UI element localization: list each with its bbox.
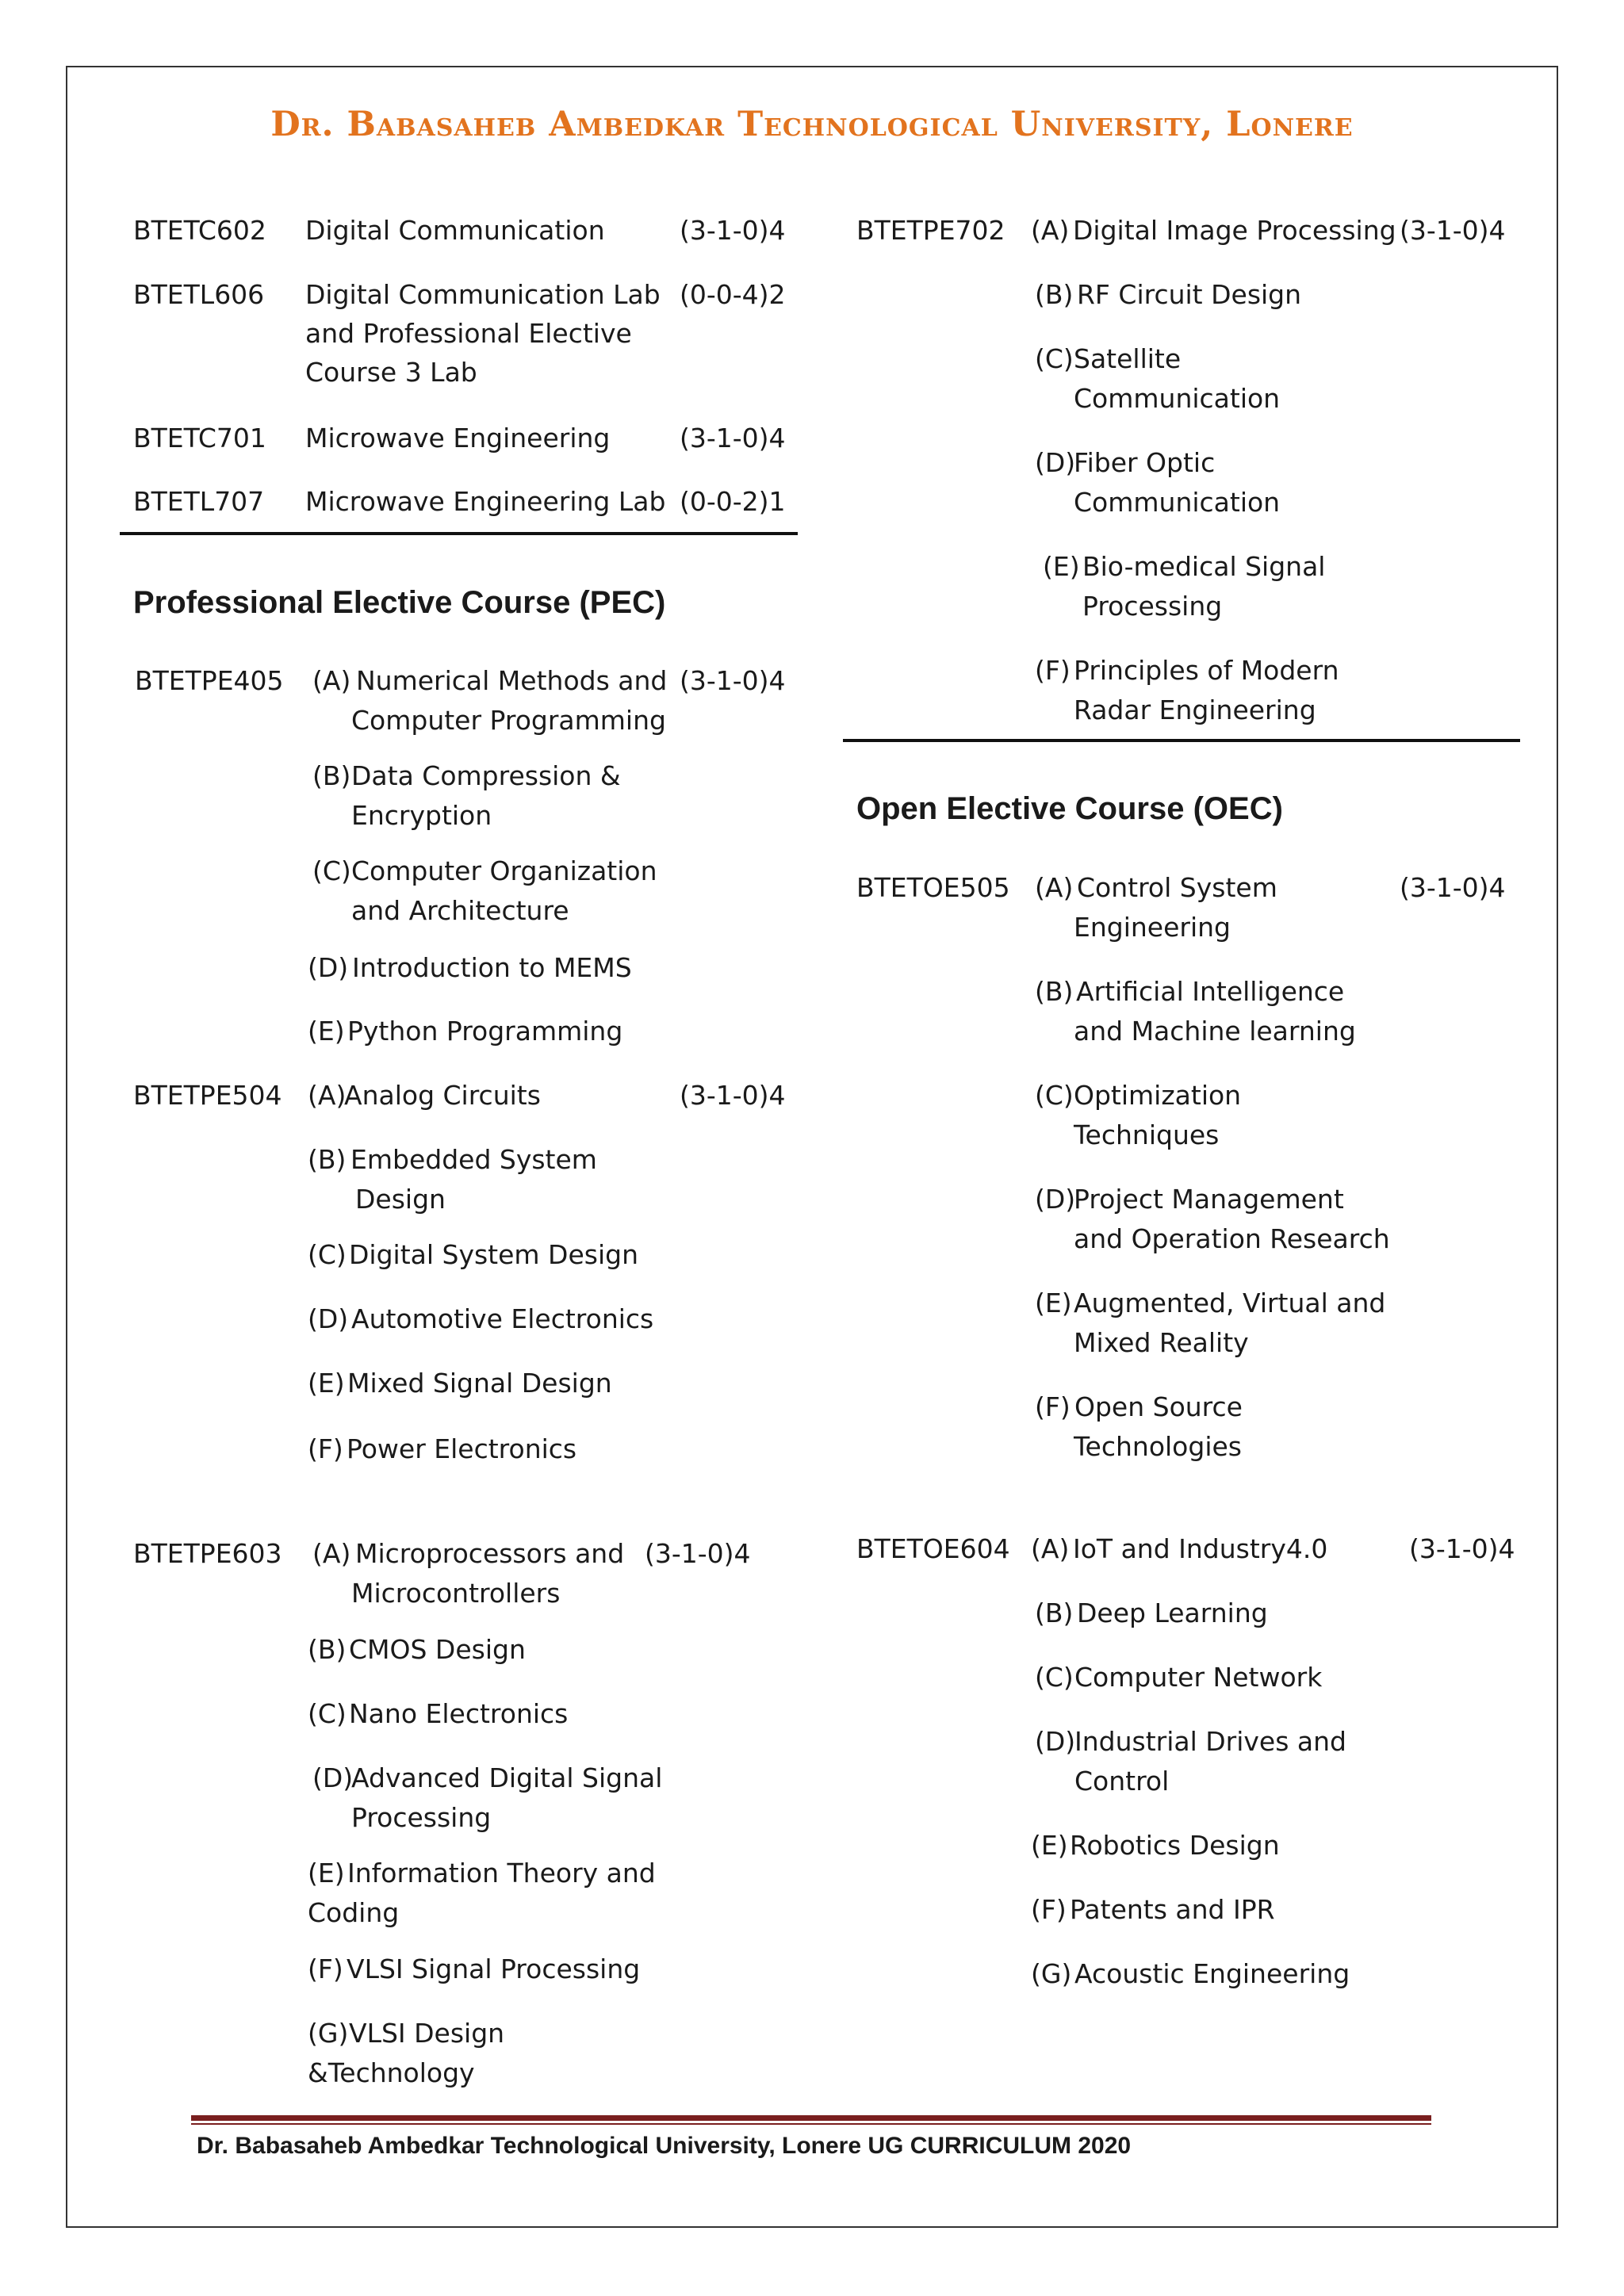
option-title: Techniques xyxy=(1074,1119,1220,1150)
option-title: Principles of Modern xyxy=(1074,655,1339,686)
option-title: Advanced Digital Signal xyxy=(351,1762,663,1793)
option-title: Processing xyxy=(1082,591,1223,622)
option-label: (B) xyxy=(308,1634,347,1665)
course-code: BTETPE504 xyxy=(133,1080,282,1111)
course-code: BTETPE603 xyxy=(133,1538,282,1569)
option-title: Communication xyxy=(1074,383,1281,414)
option-label: (E) xyxy=(1031,1830,1068,1861)
footer-text: Dr. Babasaheb Ambedkar Technological University, Lonere UG CURRICULUM 2020 xyxy=(197,2133,1132,2159)
course-credits: (3-1-0)4 xyxy=(1409,1533,1515,1564)
option-label: (D) xyxy=(1035,1726,1076,1757)
option-title: Coding xyxy=(308,1897,400,1928)
course-credits: (3-1-0)4 xyxy=(1400,215,1506,246)
option-title: Optimization xyxy=(1074,1080,1242,1111)
option-title: IoT and Industry4.0 xyxy=(1073,1533,1328,1564)
option-label: (F) xyxy=(1035,1391,1071,1422)
option-title: Mixed Reality xyxy=(1074,1327,1249,1358)
course-title: Course 3 Lab xyxy=(305,357,477,388)
option-label: (F) xyxy=(308,1954,343,1984)
option-title: Digital Image Processing xyxy=(1073,215,1396,246)
oec-heading: Open Elective Course (OEC) xyxy=(856,791,1283,826)
option-label: (F) xyxy=(1035,655,1071,686)
option-label: (B) xyxy=(312,760,351,791)
option-label: (B) xyxy=(1035,279,1074,310)
option-title: Computer Network xyxy=(1074,1662,1323,1693)
option-label: (B) xyxy=(308,1144,347,1175)
course-credits: (3-1-0)4 xyxy=(680,1080,786,1111)
footer-rule-thin xyxy=(191,2123,1431,2125)
option-title: VLSI Signal Processing xyxy=(347,1954,641,1984)
course-title: Digital Communication xyxy=(305,215,605,246)
option-title: &Technology xyxy=(308,2057,475,2088)
option-label: (A) xyxy=(1031,215,1070,246)
option-label: (D) xyxy=(1035,1184,1076,1215)
course-code: BTETPE702 xyxy=(856,215,1005,246)
course-credits: (3-1-0)4 xyxy=(1400,872,1506,903)
option-label: (D) xyxy=(1035,447,1076,478)
option-title: Open Source xyxy=(1074,1391,1243,1422)
course-credits: (3-1-0)4 xyxy=(680,423,786,453)
option-title: Analog Circuits xyxy=(344,1080,541,1111)
option-label: (A) xyxy=(1035,872,1074,903)
option-title: Computer Programming xyxy=(351,705,666,736)
option-title: Control System xyxy=(1077,872,1277,903)
course-title: and Professional Elective xyxy=(305,318,632,349)
option-title: Microcontrollers xyxy=(351,1578,561,1609)
option-label: (A) xyxy=(1031,1533,1070,1564)
option-title: VLSI Design xyxy=(349,2018,505,2049)
option-label: (C) xyxy=(1035,343,1074,374)
option-label: (D) xyxy=(308,952,349,983)
option-label: (C) xyxy=(312,855,351,886)
option-title: Microprocessors and xyxy=(355,1538,625,1569)
option-title: Robotics Design xyxy=(1070,1830,1280,1861)
option-label: (F) xyxy=(308,1433,343,1464)
option-title: Engineering xyxy=(1074,912,1231,943)
option-title: Fiber Optic xyxy=(1074,447,1216,478)
option-title: Control xyxy=(1074,1766,1170,1797)
option-title: Automotive Electronics xyxy=(351,1303,654,1334)
section-divider xyxy=(120,532,798,535)
option-title: Digital System Design xyxy=(349,1239,638,1270)
option-label: (A) xyxy=(312,1538,351,1569)
option-label: (E) xyxy=(308,1016,345,1047)
option-title: CMOS Design xyxy=(349,1634,526,1665)
university-title: Dr. Babasaheb Ambedkar Technological University, Lonere xyxy=(270,105,1354,144)
option-title: Computer Organization xyxy=(351,855,657,886)
option-title: Augmented, Virtual and xyxy=(1074,1288,1386,1318)
option-title: Patents and IPR xyxy=(1070,1894,1275,1925)
option-label: (E) xyxy=(308,1368,345,1399)
option-title: Design xyxy=(355,1184,446,1215)
option-title: Deep Learning xyxy=(1077,1598,1268,1628)
course-credits: (3-1-0)4 xyxy=(680,665,786,696)
option-title: Embedded System xyxy=(350,1144,597,1175)
option-label: (G) xyxy=(1031,1958,1072,1989)
option-title: Information Theory and xyxy=(347,1858,656,1888)
option-title: Data Compression & xyxy=(351,760,621,791)
option-title: Radar Engineering xyxy=(1074,695,1316,725)
option-title: Numerical Methods and xyxy=(356,665,668,696)
option-title: Industrial Drives and xyxy=(1074,1726,1347,1757)
course-title: Digital Communication Lab xyxy=(305,279,661,310)
option-title: and Operation Research xyxy=(1074,1223,1390,1254)
option-label: (C) xyxy=(1035,1662,1074,1693)
option-label: (D) xyxy=(312,1762,354,1793)
section-divider xyxy=(843,739,1520,742)
option-label: (F) xyxy=(1031,1894,1067,1925)
option-label: (B) xyxy=(1035,1598,1074,1628)
course-code: BTETL606 xyxy=(133,279,265,310)
course-credits: (3-1-0)4 xyxy=(680,215,786,246)
option-title: and Architecture xyxy=(351,895,569,926)
course-code: BTETPE405 xyxy=(135,665,284,696)
course-code: BTETOE604 xyxy=(856,1533,1010,1564)
course-title: Microwave Engineering Lab xyxy=(305,486,666,517)
option-label: (C) xyxy=(308,1698,347,1729)
option-label: (A) xyxy=(312,665,351,696)
pec-heading: Professional Elective Course (PEC) xyxy=(133,585,666,620)
option-title: Bio-medical Signal xyxy=(1082,551,1326,582)
option-label: (E) xyxy=(1035,1288,1072,1318)
option-label: (C) xyxy=(1035,1080,1074,1111)
course-code: BTETC701 xyxy=(133,423,266,453)
footer-rule xyxy=(191,2115,1431,2121)
option-title: Processing xyxy=(351,1802,492,1833)
option-title: and Machine learning xyxy=(1074,1016,1356,1047)
option-title: Nano Electronics xyxy=(349,1698,569,1729)
option-title: Communication xyxy=(1074,487,1281,518)
course-code: BTETC602 xyxy=(133,215,266,246)
option-title: Power Electronics xyxy=(347,1433,577,1464)
page-border xyxy=(66,66,1558,2228)
course-credits: (3-1-0)4 xyxy=(645,1538,751,1569)
course-code: BTETL707 xyxy=(133,486,265,517)
option-title: RF Circuit Design xyxy=(1077,279,1302,310)
option-label: (G) xyxy=(308,2018,349,2049)
course-credits: (0-0-2)1 xyxy=(680,486,786,517)
option-title: Artificial Intelligence xyxy=(1076,976,1345,1007)
option-label: (B) xyxy=(1035,976,1074,1007)
course-code: BTETOE505 xyxy=(856,872,1010,903)
option-label: (D) xyxy=(308,1303,349,1334)
option-label: (C) xyxy=(308,1239,347,1270)
option-title: Acoustic Engineering xyxy=(1074,1958,1350,1989)
course-credits: (0-0-4)2 xyxy=(680,279,786,310)
option-title: Introduction to MEMS xyxy=(352,952,632,983)
option-title: Satellite xyxy=(1074,343,1182,374)
option-title: Python Programming xyxy=(347,1016,623,1047)
option-label: (E) xyxy=(308,1858,345,1888)
option-title: Mixed Signal Design xyxy=(347,1368,612,1399)
option-title: Project Management xyxy=(1074,1184,1344,1215)
option-label: (A) xyxy=(308,1080,347,1111)
option-title: Encryption xyxy=(351,800,492,831)
option-label: (E) xyxy=(1043,551,1080,582)
course-title: Microwave Engineering xyxy=(305,423,611,453)
option-title: Technologies xyxy=(1074,1431,1242,1462)
